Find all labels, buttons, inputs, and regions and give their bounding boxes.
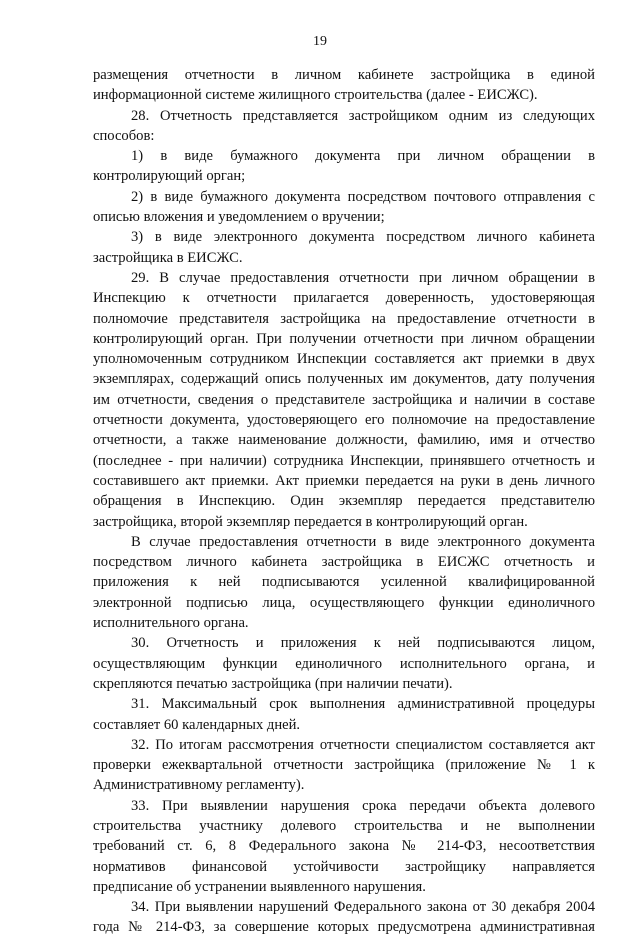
text-line: 31. Максимальный срок выполнения административной процедуры xyxy=(131,696,595,713)
text-line: информационной системе жилищного строительства (далее - ЕИСЖС). xyxy=(93,87,538,104)
text-line: обращения в Инспекцию. Один экземпляр передается представителю xyxy=(93,493,595,510)
text-line: нормативов финансовой устойчивости застройщику направляется xyxy=(93,858,595,875)
text-line: посредством личного кабинета застройщика в ЕИСЖС отчетность и xyxy=(93,554,595,571)
text-line: им отчетности, сведения о представителе застройщика и наличии в составе xyxy=(93,391,595,408)
text-line: скрепляются печатью застройщика (при наличии печати). xyxy=(93,675,453,692)
text-line: осуществляющим функции единоличного исполнительного органа, и xyxy=(93,655,595,672)
text-line: составляет 60 календарных дней. xyxy=(93,716,301,733)
page-number: 19 xyxy=(313,34,327,49)
text-line: 34. При выявлении нарушений Федерального закона от 30 декабря 2004 xyxy=(131,899,595,916)
text-line: 29. В случае предоставления отчетности при личном обращении в xyxy=(131,269,595,286)
document-body xyxy=(93,65,595,938)
text-line: уполномоченным сотрудником Инспекции составляется акт приемки в двух xyxy=(93,351,595,368)
text-line: приложения к ней подписываются усиленной квалифицированной xyxy=(93,574,595,591)
text-line: 32. По итогам рассмотрения отчетности специалистом составляется акт xyxy=(131,736,595,753)
text-line: экземплярах, содержащий опись полученных им документов, дату получения xyxy=(93,371,595,388)
text-line: размещения отчетности в личном кабинете застройщика в единой xyxy=(93,67,595,83)
text-line: контролирующий орган. При получении отчетности при личном обращении xyxy=(93,330,595,347)
text-line: способов: xyxy=(93,127,155,144)
text-line: полномочие представителя застройщика на предоставление отчетности в xyxy=(93,310,595,327)
text-line: В случае предоставления отчетности в виде электронного документа xyxy=(131,533,595,550)
text-line: 30. Отчетность и приложения к ней подписываются лицом, xyxy=(131,635,595,652)
text-line: проверки ежеквартальной отчетности застройщика (приложение № 1 к xyxy=(93,757,595,774)
text-line: 28. Отчетность представляется застройщиком одним из следующих xyxy=(131,107,595,124)
text-line: требований ст. 6, 8 Федерального закона № 214-ФЗ, несоответствия xyxy=(93,838,595,855)
text-line: предписание об устранении выявленного нарушения. xyxy=(93,878,426,895)
text-line: электронной подписью лица, осуществляющего функции единоличного xyxy=(93,594,595,611)
text-line: 1) в виде бумажного документа при личном обращении в xyxy=(131,148,595,165)
text-line: застройщика, второй экземпляр передается в контролирующий орган. xyxy=(93,513,528,530)
text-line: составившего акт приемки. Акт приемки передается на руки в день личного xyxy=(93,472,595,489)
text-line: 3) в виде электронного документа посредством личного кабинета xyxy=(131,229,595,246)
text-line: года № 214-ФЗ, за совершение которых предусмотрена административная xyxy=(93,919,595,936)
text-line: Инспекцию к отчетности прилагается доверенность, удостоверяющая xyxy=(93,290,595,307)
text-line: строительства участнику долевого строительства и не выполнении xyxy=(93,817,595,834)
text-line: застройщика в ЕИСЖС. xyxy=(93,249,243,266)
text-line: контролирующий орган; xyxy=(93,168,246,185)
text-line: описью вложения и уведомлением о вручении; xyxy=(93,209,385,226)
text-line: (последнее - при наличии) сотрудника Инспекции, принявшего отчетность и xyxy=(93,452,595,469)
text-line: 2) в виде бумажного документа посредством почтового отправления с xyxy=(131,188,595,205)
text-line: отчетности, а также наименование должности, фамилию, имя и отчество xyxy=(93,432,595,449)
text-line: 33. При выявлении нарушения срока передачи объекта долевого xyxy=(131,797,595,814)
text-line: Административному регламенту). xyxy=(93,777,305,794)
text-line: отчетности документа, удостоверяющего его полномочие на предоставление xyxy=(93,412,595,429)
text-line: исполнительного органа. xyxy=(93,615,249,632)
